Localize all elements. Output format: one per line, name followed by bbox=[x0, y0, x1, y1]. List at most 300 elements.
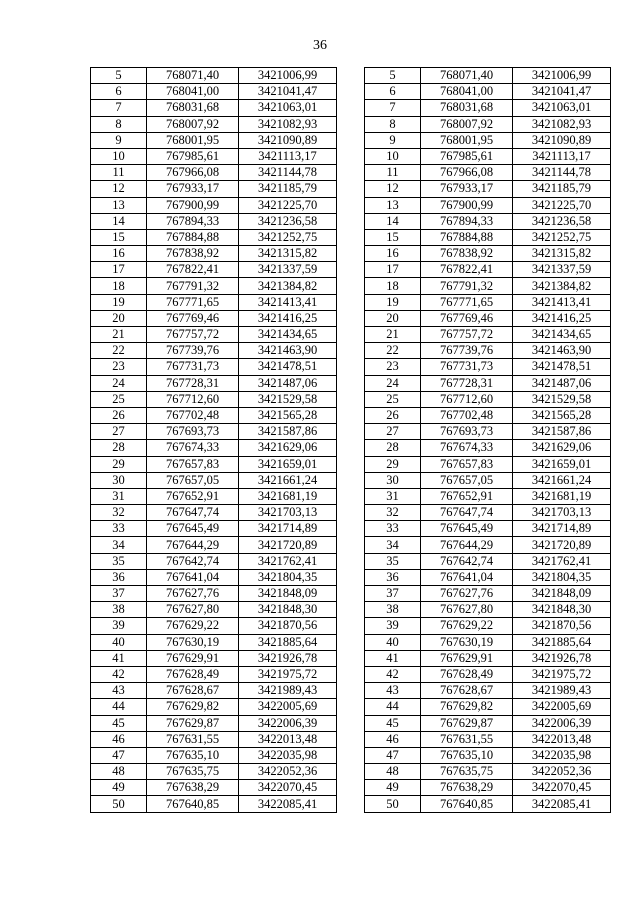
y-coordinate-cell: 3422052,36 bbox=[239, 764, 337, 780]
x-coordinate-cell: 768031,68 bbox=[147, 100, 239, 116]
table-row bbox=[365, 165, 611, 181]
point-number-cell: 44 bbox=[91, 699, 147, 715]
table-row bbox=[91, 391, 337, 407]
y-coordinate-cell: 3421870,56 bbox=[239, 618, 337, 634]
y-coordinate-cell: 3421006,99 bbox=[239, 68, 337, 84]
x-coordinate-cell: 767712,60 bbox=[421, 391, 513, 407]
x-coordinate-cell: 767731,73 bbox=[421, 359, 513, 375]
table-row bbox=[91, 375, 337, 391]
x-coordinate-cell: 767635,75 bbox=[147, 764, 239, 780]
point-number-cell: 29 bbox=[365, 456, 421, 472]
y-coordinate-cell: 3421252,75 bbox=[513, 229, 611, 245]
y-coordinate-cell: 3421185,79 bbox=[513, 181, 611, 197]
table-row bbox=[365, 229, 611, 245]
table-row bbox=[365, 683, 611, 699]
x-coordinate-cell: 767657,05 bbox=[147, 472, 239, 488]
y-coordinate-cell: 3421144,78 bbox=[239, 165, 337, 181]
table-row bbox=[365, 699, 611, 715]
point-number-cell: 9 bbox=[365, 132, 421, 148]
y-coordinate-cell: 3421587,86 bbox=[239, 424, 337, 440]
table-row bbox=[91, 68, 337, 84]
point-number-cell: 35 bbox=[91, 553, 147, 569]
x-coordinate-cell: 767628,49 bbox=[147, 666, 239, 682]
page-number: 36 bbox=[313, 38, 327, 53]
point-number-cell: 24 bbox=[365, 375, 421, 391]
point-number-cell: 42 bbox=[365, 666, 421, 682]
x-coordinate-cell: 767627,76 bbox=[147, 586, 239, 602]
table-row bbox=[91, 148, 337, 164]
y-coordinate-cell: 3421848,30 bbox=[513, 602, 611, 618]
y-coordinate-cell: 3421885,64 bbox=[513, 634, 611, 650]
x-coordinate-cell: 767769,46 bbox=[421, 310, 513, 326]
table-row bbox=[365, 262, 611, 278]
table-row bbox=[365, 618, 611, 634]
point-number-cell: 21 bbox=[91, 327, 147, 343]
point-number-cell: 13 bbox=[365, 197, 421, 213]
x-coordinate-cell: 767644,29 bbox=[147, 537, 239, 553]
point-number-cell: 46 bbox=[365, 731, 421, 747]
y-coordinate-cell: 3421762,41 bbox=[513, 553, 611, 569]
table-row bbox=[91, 618, 337, 634]
x-coordinate-cell: 767933,17 bbox=[421, 181, 513, 197]
x-coordinate-cell: 767933,17 bbox=[147, 181, 239, 197]
table-row bbox=[91, 294, 337, 310]
x-coordinate-cell: 768071,40 bbox=[147, 68, 239, 84]
table-row bbox=[91, 780, 337, 796]
table-row bbox=[91, 715, 337, 731]
y-coordinate-cell: 3421478,51 bbox=[239, 359, 337, 375]
x-coordinate-cell: 767712,60 bbox=[147, 391, 239, 407]
table-row bbox=[365, 132, 611, 148]
x-coordinate-cell: 767629,22 bbox=[147, 618, 239, 634]
x-coordinate-cell: 767638,29 bbox=[421, 780, 513, 796]
y-coordinate-cell: 3421113,17 bbox=[513, 148, 611, 164]
table-row bbox=[365, 456, 611, 472]
point-number-cell: 27 bbox=[365, 424, 421, 440]
y-coordinate-cell: 3421681,19 bbox=[239, 488, 337, 504]
point-number-cell: 11 bbox=[365, 165, 421, 181]
point-number-cell: 5 bbox=[91, 68, 147, 84]
y-coordinate-cell: 3422052,36 bbox=[513, 764, 611, 780]
x-coordinate-cell: 767966,08 bbox=[421, 165, 513, 181]
table-row bbox=[365, 666, 611, 682]
y-coordinate-cell: 3421006,99 bbox=[513, 68, 611, 84]
y-coordinate-cell: 3421926,78 bbox=[239, 650, 337, 666]
x-coordinate-cell: 767739,76 bbox=[147, 343, 239, 359]
table-row bbox=[365, 100, 611, 116]
y-coordinate-cell: 3421659,01 bbox=[513, 456, 611, 472]
point-number-cell: 25 bbox=[365, 391, 421, 407]
y-coordinate-cell: 3421041,47 bbox=[239, 84, 337, 100]
y-coordinate-cell: 3421185,79 bbox=[239, 181, 337, 197]
y-coordinate-cell: 3421659,01 bbox=[239, 456, 337, 472]
y-coordinate-cell: 3421804,35 bbox=[239, 569, 337, 585]
x-coordinate-cell: 767900,99 bbox=[421, 197, 513, 213]
y-coordinate-cell: 3421720,89 bbox=[239, 537, 337, 553]
x-coordinate-cell: 767635,10 bbox=[421, 747, 513, 763]
table-row bbox=[91, 666, 337, 682]
table-row bbox=[365, 246, 611, 262]
y-coordinate-cell: 3421144,78 bbox=[513, 165, 611, 181]
table-row bbox=[91, 472, 337, 488]
table-row bbox=[365, 116, 611, 132]
x-coordinate-cell: 767657,83 bbox=[147, 456, 239, 472]
point-number-cell: 36 bbox=[91, 569, 147, 585]
point-number-cell: 40 bbox=[365, 634, 421, 650]
x-coordinate-cell: 767657,05 bbox=[421, 472, 513, 488]
y-coordinate-cell: 3421413,41 bbox=[513, 294, 611, 310]
table-row bbox=[91, 278, 337, 294]
y-coordinate-cell: 3421434,65 bbox=[239, 327, 337, 343]
table-row bbox=[91, 586, 337, 602]
y-coordinate-cell: 3422013,48 bbox=[239, 731, 337, 747]
y-coordinate-cell: 3421926,78 bbox=[513, 650, 611, 666]
y-coordinate-cell: 3421565,28 bbox=[513, 407, 611, 423]
table-row bbox=[91, 796, 337, 812]
point-number-cell: 7 bbox=[91, 100, 147, 116]
x-coordinate-cell: 767631,55 bbox=[147, 731, 239, 747]
table-row bbox=[365, 521, 611, 537]
table-row bbox=[365, 278, 611, 294]
x-coordinate-cell: 767629,91 bbox=[147, 650, 239, 666]
point-number-cell: 34 bbox=[365, 537, 421, 553]
table-row bbox=[365, 780, 611, 796]
point-number-cell: 30 bbox=[91, 472, 147, 488]
y-coordinate-cell: 3421082,93 bbox=[239, 116, 337, 132]
y-coordinate-cell: 3422035,98 bbox=[239, 747, 337, 763]
table-row bbox=[91, 310, 337, 326]
x-coordinate-cell: 767674,33 bbox=[147, 440, 239, 456]
y-coordinate-cell: 3422085,41 bbox=[239, 796, 337, 812]
y-coordinate-cell: 3421413,41 bbox=[239, 294, 337, 310]
point-number-cell: 50 bbox=[91, 796, 147, 812]
table-row bbox=[91, 537, 337, 553]
table-row bbox=[91, 553, 337, 569]
point-number-cell: 32 bbox=[365, 505, 421, 521]
x-coordinate-cell: 768031,68 bbox=[421, 100, 513, 116]
x-coordinate-cell: 767702,48 bbox=[421, 407, 513, 423]
x-coordinate-cell: 767647,74 bbox=[147, 505, 239, 521]
point-number-cell: 10 bbox=[365, 148, 421, 164]
y-coordinate-cell: 3422070,45 bbox=[513, 780, 611, 796]
x-coordinate-cell: 767628,67 bbox=[147, 683, 239, 699]
point-number-cell: 21 bbox=[365, 327, 421, 343]
y-coordinate-cell: 3421629,06 bbox=[513, 440, 611, 456]
table-row bbox=[365, 505, 611, 521]
x-coordinate-cell: 767693,73 bbox=[147, 424, 239, 440]
point-number-cell: 43 bbox=[91, 683, 147, 699]
point-number-cell: 6 bbox=[365, 84, 421, 100]
y-coordinate-cell: 3421082,93 bbox=[513, 116, 611, 132]
point-number-cell: 31 bbox=[365, 488, 421, 504]
y-coordinate-cell: 3421487,06 bbox=[513, 375, 611, 391]
x-coordinate-cell: 767884,88 bbox=[421, 229, 513, 245]
point-number-cell: 35 bbox=[365, 553, 421, 569]
table-row bbox=[91, 132, 337, 148]
x-coordinate-cell: 767640,85 bbox=[421, 796, 513, 812]
y-coordinate-cell: 3422006,39 bbox=[239, 715, 337, 731]
point-number-cell: 37 bbox=[365, 586, 421, 602]
y-coordinate-cell: 3421463,90 bbox=[239, 343, 337, 359]
table-row bbox=[365, 294, 611, 310]
y-coordinate-cell: 3421337,59 bbox=[513, 262, 611, 278]
y-coordinate-cell: 3421703,13 bbox=[239, 505, 337, 521]
x-coordinate-cell: 767702,48 bbox=[147, 407, 239, 423]
table-row bbox=[91, 229, 337, 245]
point-number-cell: 39 bbox=[91, 618, 147, 634]
table-row bbox=[365, 537, 611, 553]
x-coordinate-cell: 767627,80 bbox=[147, 602, 239, 618]
point-number-cell: 34 bbox=[91, 537, 147, 553]
table-row bbox=[365, 343, 611, 359]
x-coordinate-cell: 767631,55 bbox=[421, 731, 513, 747]
point-number-cell: 16 bbox=[365, 246, 421, 262]
x-coordinate-cell: 768041,00 bbox=[421, 84, 513, 100]
point-number-cell: 24 bbox=[91, 375, 147, 391]
point-number-cell: 18 bbox=[91, 278, 147, 294]
x-coordinate-cell: 767822,41 bbox=[147, 262, 239, 278]
x-coordinate-cell: 767838,92 bbox=[421, 246, 513, 262]
point-number-cell: 31 bbox=[91, 488, 147, 504]
table-row bbox=[365, 84, 611, 100]
x-coordinate-cell: 767644,29 bbox=[421, 537, 513, 553]
point-number-cell: 15 bbox=[91, 229, 147, 245]
table-row bbox=[91, 424, 337, 440]
y-coordinate-cell: 3421416,25 bbox=[239, 310, 337, 326]
table-row bbox=[365, 197, 611, 213]
point-number-cell: 33 bbox=[91, 521, 147, 537]
x-coordinate-cell: 767628,67 bbox=[421, 683, 513, 699]
point-number-cell: 14 bbox=[365, 213, 421, 229]
table-row bbox=[91, 407, 337, 423]
x-coordinate-cell: 767657,83 bbox=[421, 456, 513, 472]
x-coordinate-cell: 767757,72 bbox=[421, 327, 513, 343]
x-coordinate-cell: 767628,49 bbox=[421, 666, 513, 682]
x-coordinate-cell: 767771,65 bbox=[421, 294, 513, 310]
table-row bbox=[91, 488, 337, 504]
y-coordinate-cell: 3422035,98 bbox=[513, 747, 611, 763]
y-coordinate-cell: 3421703,13 bbox=[513, 505, 611, 521]
point-number-cell: 10 bbox=[91, 148, 147, 164]
y-coordinate-cell: 3421804,35 bbox=[513, 569, 611, 585]
x-coordinate-cell: 767638,29 bbox=[147, 780, 239, 796]
table-row bbox=[91, 505, 337, 521]
point-number-cell: 12 bbox=[91, 181, 147, 197]
point-number-cell: 19 bbox=[365, 294, 421, 310]
point-number-cell: 8 bbox=[91, 116, 147, 132]
table-row bbox=[365, 634, 611, 650]
y-coordinate-cell: 3421113,17 bbox=[239, 148, 337, 164]
table-row bbox=[91, 440, 337, 456]
point-number-cell: 43 bbox=[365, 683, 421, 699]
x-coordinate-cell: 767629,22 bbox=[421, 618, 513, 634]
point-number-cell: 40 bbox=[91, 634, 147, 650]
table-row bbox=[365, 650, 611, 666]
y-coordinate-cell: 3421252,75 bbox=[239, 229, 337, 245]
y-coordinate-cell: 3421714,89 bbox=[513, 521, 611, 537]
y-coordinate-cell: 3421989,43 bbox=[239, 683, 337, 699]
y-coordinate-cell: 3421681,19 bbox=[513, 488, 611, 504]
table-row bbox=[365, 391, 611, 407]
y-coordinate-cell: 3421587,86 bbox=[513, 424, 611, 440]
y-coordinate-cell: 3421661,24 bbox=[513, 472, 611, 488]
x-coordinate-cell: 767629,87 bbox=[147, 715, 239, 731]
point-number-cell: 17 bbox=[365, 262, 421, 278]
y-coordinate-cell: 3421529,58 bbox=[239, 391, 337, 407]
point-number-cell: 23 bbox=[91, 359, 147, 375]
point-number-cell: 19 bbox=[91, 294, 147, 310]
y-coordinate-cell: 3421063,01 bbox=[239, 100, 337, 116]
point-number-cell: 50 bbox=[365, 796, 421, 812]
x-coordinate-cell: 768007,92 bbox=[147, 116, 239, 132]
x-coordinate-cell: 767629,82 bbox=[147, 699, 239, 715]
point-number-cell: 42 bbox=[91, 666, 147, 682]
point-number-cell: 17 bbox=[91, 262, 147, 278]
x-coordinate-cell: 767674,33 bbox=[421, 440, 513, 456]
y-coordinate-cell: 3421870,56 bbox=[513, 618, 611, 634]
coordinates-table-left bbox=[90, 67, 337, 813]
x-coordinate-cell: 767693,73 bbox=[421, 424, 513, 440]
point-number-cell: 28 bbox=[365, 440, 421, 456]
table-row bbox=[91, 343, 337, 359]
table-row bbox=[365, 488, 611, 504]
y-coordinate-cell: 3421090,89 bbox=[239, 132, 337, 148]
point-number-cell: 47 bbox=[91, 747, 147, 763]
table-row bbox=[91, 181, 337, 197]
x-coordinate-cell: 768071,40 bbox=[421, 68, 513, 84]
point-number-cell: 30 bbox=[365, 472, 421, 488]
x-coordinate-cell: 767627,80 bbox=[421, 602, 513, 618]
y-coordinate-cell: 3421384,82 bbox=[513, 278, 611, 294]
table-row bbox=[91, 634, 337, 650]
table-row bbox=[365, 472, 611, 488]
y-coordinate-cell: 3421225,70 bbox=[239, 197, 337, 213]
point-number-cell: 23 bbox=[365, 359, 421, 375]
y-coordinate-cell: 3421848,09 bbox=[513, 586, 611, 602]
y-coordinate-cell: 3421975,72 bbox=[239, 666, 337, 682]
table-row bbox=[365, 375, 611, 391]
table-row bbox=[365, 796, 611, 812]
table-row bbox=[365, 747, 611, 763]
table-row bbox=[365, 68, 611, 84]
point-number-cell: 16 bbox=[91, 246, 147, 262]
x-coordinate-cell: 767894,33 bbox=[421, 213, 513, 229]
y-coordinate-cell: 3421478,51 bbox=[513, 359, 611, 375]
table-row bbox=[91, 100, 337, 116]
x-coordinate-cell: 767630,19 bbox=[421, 634, 513, 650]
point-number-cell: 47 bbox=[365, 747, 421, 763]
point-number-cell: 14 bbox=[91, 213, 147, 229]
table-row bbox=[91, 650, 337, 666]
y-coordinate-cell: 3421315,82 bbox=[513, 246, 611, 262]
table-row bbox=[365, 715, 611, 731]
y-coordinate-cell: 3421762,41 bbox=[239, 553, 337, 569]
y-coordinate-cell: 3421090,89 bbox=[513, 132, 611, 148]
point-number-cell: 25 bbox=[91, 391, 147, 407]
y-coordinate-cell: 3421315,82 bbox=[239, 246, 337, 262]
table-row bbox=[91, 246, 337, 262]
point-number-cell: 20 bbox=[365, 310, 421, 326]
point-number-cell: 26 bbox=[91, 407, 147, 423]
table-row bbox=[91, 84, 337, 100]
point-number-cell: 20 bbox=[91, 310, 147, 326]
x-coordinate-cell: 767822,41 bbox=[421, 262, 513, 278]
y-coordinate-cell: 3421384,82 bbox=[239, 278, 337, 294]
y-coordinate-cell: 3421975,72 bbox=[513, 666, 611, 682]
y-coordinate-cell: 3421885,64 bbox=[239, 634, 337, 650]
table-row bbox=[365, 213, 611, 229]
table-row bbox=[365, 602, 611, 618]
x-coordinate-cell: 767641,04 bbox=[147, 569, 239, 585]
table-row bbox=[91, 456, 337, 472]
table-row bbox=[91, 327, 337, 343]
table-row bbox=[365, 764, 611, 780]
table-row bbox=[91, 699, 337, 715]
x-coordinate-cell: 767635,75 bbox=[421, 764, 513, 780]
point-number-cell: 44 bbox=[365, 699, 421, 715]
x-coordinate-cell: 768041,00 bbox=[147, 84, 239, 100]
y-coordinate-cell: 3421463,90 bbox=[513, 343, 611, 359]
y-coordinate-cell: 3421225,70 bbox=[513, 197, 611, 213]
point-number-cell: 33 bbox=[365, 521, 421, 537]
point-number-cell: 49 bbox=[365, 780, 421, 796]
point-number-cell: 39 bbox=[365, 618, 421, 634]
table-row bbox=[365, 731, 611, 747]
x-coordinate-cell: 767627,76 bbox=[421, 586, 513, 602]
x-coordinate-cell: 767838,92 bbox=[147, 246, 239, 262]
x-coordinate-cell: 767884,88 bbox=[147, 229, 239, 245]
table-row bbox=[365, 310, 611, 326]
point-number-cell: 22 bbox=[91, 343, 147, 359]
x-coordinate-cell: 767645,49 bbox=[421, 521, 513, 537]
x-coordinate-cell: 767791,32 bbox=[421, 278, 513, 294]
point-number-cell: 15 bbox=[365, 229, 421, 245]
point-number-cell: 41 bbox=[365, 650, 421, 666]
y-coordinate-cell: 3421236,58 bbox=[239, 213, 337, 229]
table-row bbox=[91, 262, 337, 278]
x-coordinate-cell: 767652,91 bbox=[147, 488, 239, 504]
point-number-cell: 36 bbox=[365, 569, 421, 585]
y-coordinate-cell: 3421661,24 bbox=[239, 472, 337, 488]
point-number-cell: 8 bbox=[365, 116, 421, 132]
point-number-cell: 48 bbox=[91, 764, 147, 780]
x-coordinate-cell: 767728,31 bbox=[147, 375, 239, 391]
x-coordinate-cell: 767647,74 bbox=[421, 505, 513, 521]
y-coordinate-cell: 3421434,65 bbox=[513, 327, 611, 343]
table-row bbox=[91, 165, 337, 181]
y-coordinate-cell: 3421063,01 bbox=[513, 100, 611, 116]
table-row bbox=[91, 602, 337, 618]
point-number-cell: 6 bbox=[91, 84, 147, 100]
x-coordinate-cell: 767642,74 bbox=[421, 553, 513, 569]
point-number-cell: 26 bbox=[365, 407, 421, 423]
x-coordinate-cell: 767630,19 bbox=[147, 634, 239, 650]
y-coordinate-cell: 3421487,06 bbox=[239, 375, 337, 391]
table-row bbox=[365, 440, 611, 456]
point-number-cell: 13 bbox=[91, 197, 147, 213]
x-coordinate-cell: 767900,99 bbox=[147, 197, 239, 213]
y-coordinate-cell: 3421041,47 bbox=[513, 84, 611, 100]
table-body bbox=[365, 68, 611, 813]
point-number-cell: 18 bbox=[365, 278, 421, 294]
table-row bbox=[365, 569, 611, 585]
x-coordinate-cell: 767985,61 bbox=[147, 148, 239, 164]
y-coordinate-cell: 3421236,58 bbox=[513, 213, 611, 229]
x-coordinate-cell: 767642,74 bbox=[147, 553, 239, 569]
x-coordinate-cell: 767739,76 bbox=[421, 343, 513, 359]
y-coordinate-cell: 3422005,69 bbox=[239, 699, 337, 715]
point-number-cell: 45 bbox=[91, 715, 147, 731]
